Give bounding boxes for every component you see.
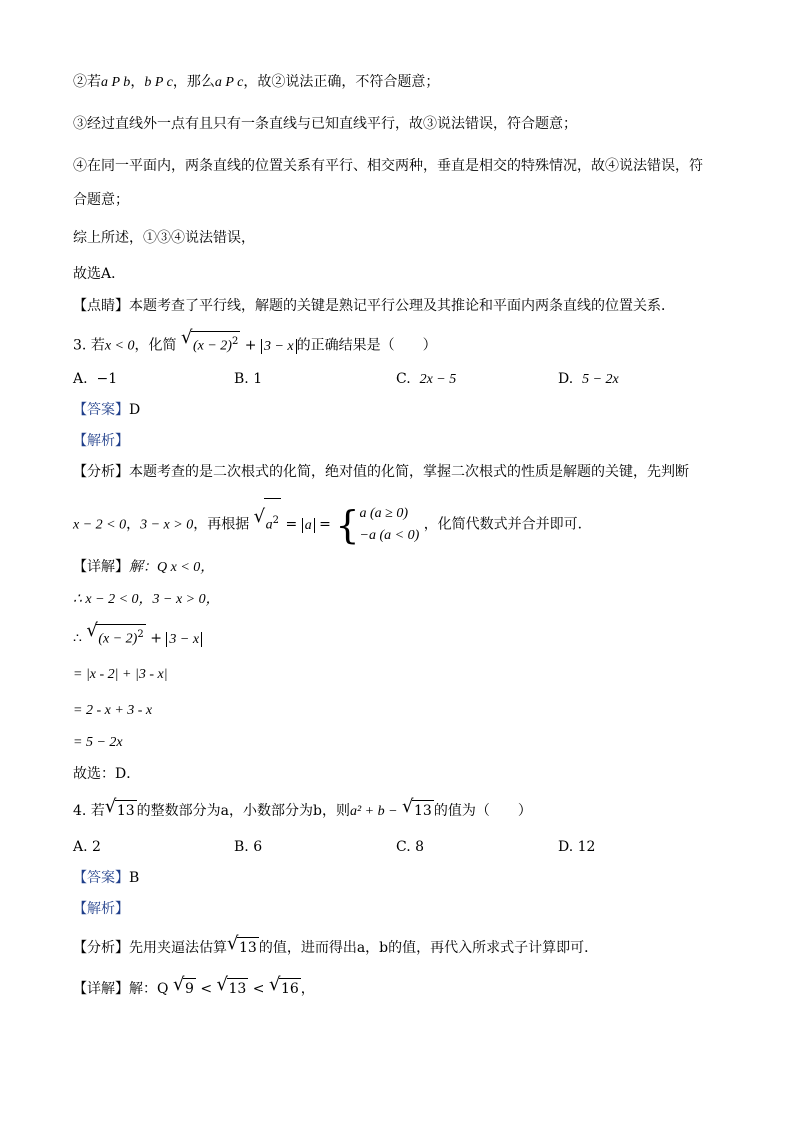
- sqrt-expression: √ $(x - 2)^2$: [181, 331, 240, 357]
- statement-3: ③经过直线外一点有且只有一条直线与已知直线平行，故③说法错误，符合题意；: [73, 116, 577, 132]
- q3-xiangjie: 【详解】解：Q x < 0，: [73, 559, 215, 575]
- cases-block: a (a ≥ 0) −a (a < 0): [359, 505, 420, 543]
- q3-option-d[interactable]: D. 5 − 2x: [558, 371, 619, 387]
- q3-step-4: = 2 - x + 3 - x: [73, 703, 153, 718]
- q4-option-c[interactable]: C. 8: [396, 839, 425, 855]
- q3-answer: 【答案】D: [73, 402, 141, 418]
- q3-step-5: = 5 − 2x: [73, 735, 123, 750]
- statement-4: ④在同一平面内，两条直线的位置关系有平行、相交两种，垂直是相交的特殊情况，故④说法错误，符: [73, 158, 703, 174]
- dianjing-tag: 【点睛】: [73, 298, 129, 314]
- q4-option-d[interactable]: D. 12: [558, 839, 596, 855]
- q3-step-1: ∴ x − 2 < 0，3 − x > 0，: [73, 592, 220, 607]
- dianjing-line: 【点睛】本题考查了平行线，解题的关键是熟记平行公理及其推论和平面内两条直线的位置关系．: [73, 298, 675, 314]
- q3-option-b[interactable]: B. 1: [234, 371, 263, 387]
- question-4: 4. 若 √ 13 的整数部分为a，小数部分为b，则a² + b − √ 13 的值为（ ）: [73, 796, 532, 819]
- answer-tag: 【答案】: [73, 402, 129, 418]
- q3-end: 故选：D．: [73, 766, 141, 782]
- question-3: 3. 若x < 0，化简 √ $(x - 2)^2 + 3 - x$ 的正确结果是（ ）: [73, 331, 437, 357]
- q4-analysis-tag: 【解析】: [73, 901, 129, 917]
- q3-step-3: = |x - 2| + |3 - x|: [73, 667, 168, 682]
- q4-xiangjie: 【详解】解：Q √ 9 < √ 13 < √ 16 ，: [73, 974, 315, 997]
- q3-fenxi: 【分析】本题考查的是二次根式的化简，绝对值的化简，掌握二次根式的性质是解题的关键，先判断: [73, 464, 689, 480]
- q3-step-2: ∴ √ $(x - 2)^2 + 3 - x$: [73, 624, 202, 650]
- summary-line: 综上所述，①③④说法错误，: [73, 230, 255, 246]
- q3-analysis-tag: 【解析】: [73, 433, 129, 449]
- q3-fenxi-cont: x − 2 < 0，3 − x > 0，再根据 √ $a^2 = a = \{a$ (a ≥ 0) −a (a < 0) ，化简代数式并合并即可．: [73, 498, 592, 548]
- choose-line: 故选A．: [73, 266, 126, 282]
- q3-option-a[interactable]: A. −1: [73, 371, 118, 387]
- answer-tag: 【答案】: [73, 870, 129, 886]
- q4-answer: 【答案】B: [73, 870, 140, 886]
- q4-option-a[interactable]: A. 2: [73, 839, 101, 855]
- cases-brace: {: [335, 502, 360, 547]
- statement-2: ②若a P b，b P c，那么a P c，故②说法正确，不符合题意；: [73, 74, 440, 90]
- q4-option-b[interactable]: B. 6: [234, 839, 263, 855]
- q3-option-c[interactable]: C. 2x − 5: [396, 371, 457, 387]
- abs-expression: 3 − x: [261, 339, 297, 354]
- statement-4-cont: 合题意；: [73, 192, 129, 208]
- q4-fenxi: 【分析】先用夹逼法估算 √ 13 的值，进而得出a，b的值，再代入所求式子计算即可．: [73, 933, 599, 956]
